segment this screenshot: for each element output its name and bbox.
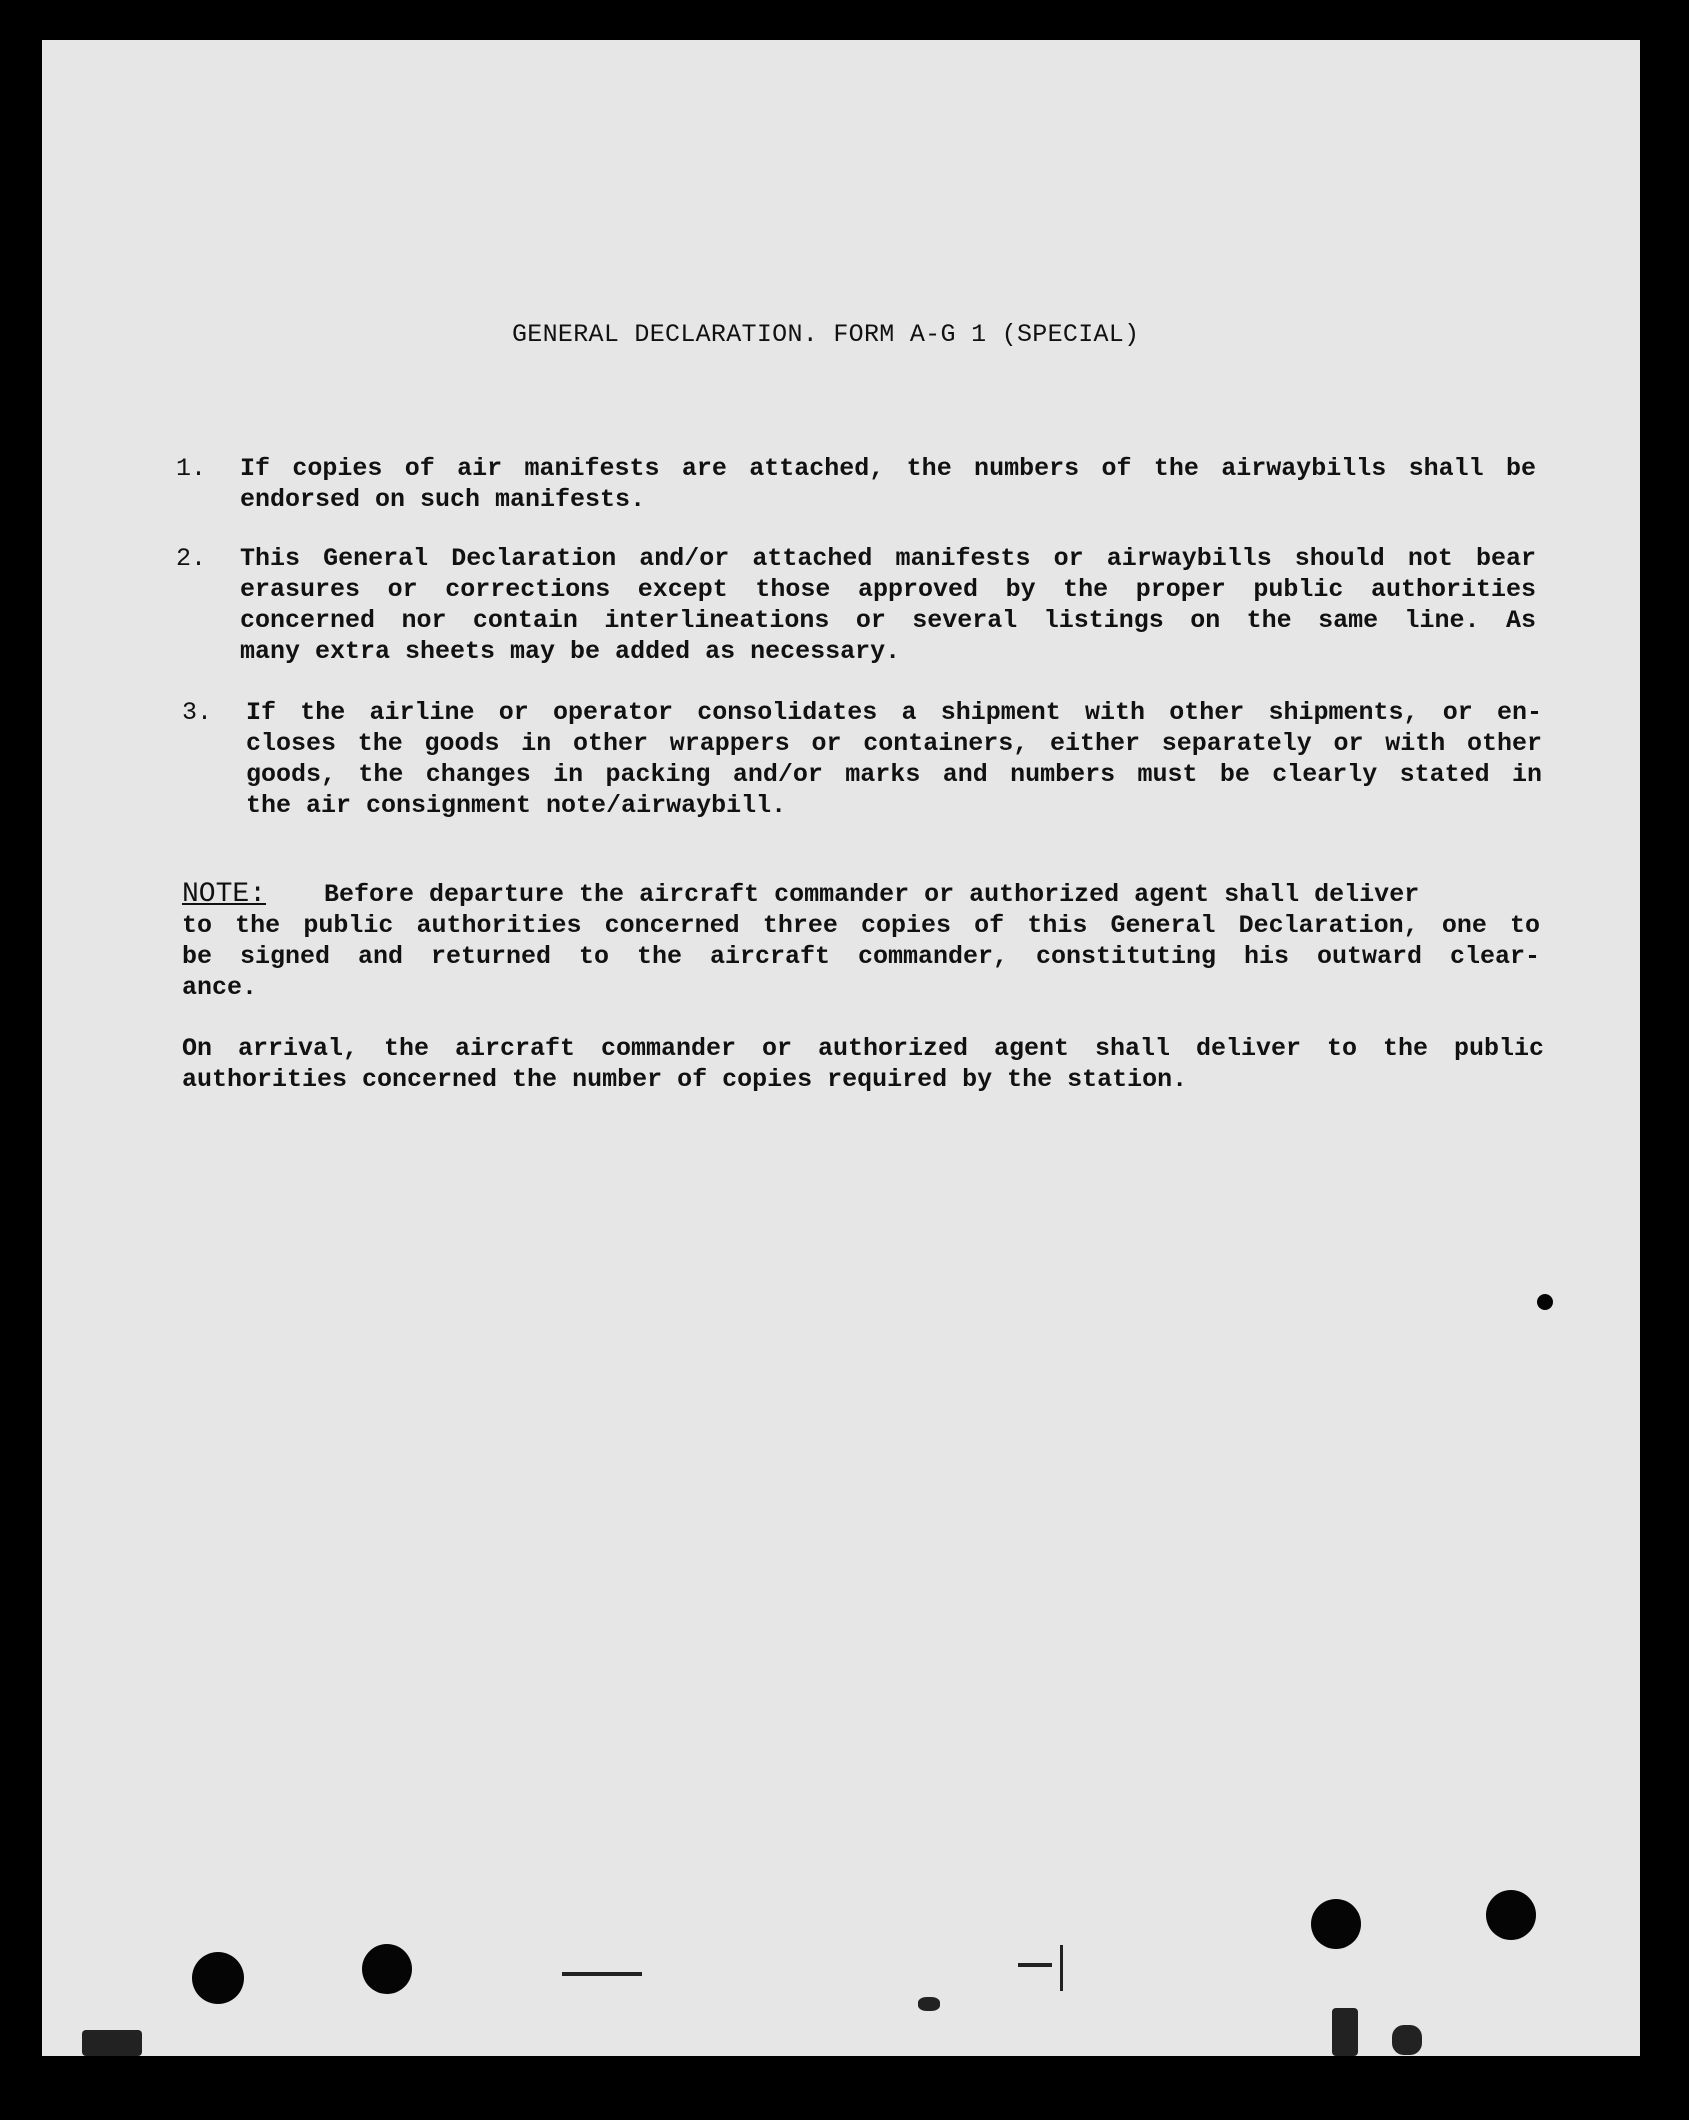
scan-artifact bbox=[82, 2030, 142, 2056]
ink-spot-mark bbox=[1537, 1294, 1553, 1310]
paper-sheet bbox=[42, 40, 1640, 2056]
list-item-number: 1. bbox=[176, 454, 207, 483]
text-line: endorsed on such manifests. bbox=[240, 485, 646, 514]
punch-hole-mark bbox=[362, 1944, 412, 1994]
page-title: GENERAL DECLARATION. FORM A-G 1 (SPECIAL) bbox=[512, 320, 1140, 349]
list-item-text bbox=[240, 543, 1536, 667]
text-line: If copies of air manifests are attached, the numbers of the airwaybills shall be bbox=[240, 454, 1536, 483]
scan-artifact bbox=[1332, 2008, 1358, 2056]
text-line: ance. bbox=[182, 973, 258, 1002]
text-line: This General Declaration and/or attached manifests or airwaybills should not bear bbox=[240, 544, 1536, 573]
list-item-number: 3. bbox=[182, 698, 213, 727]
punch-hole-mark bbox=[192, 1952, 244, 2004]
text-line: goods, the changes in packing and/or marks and numbers must be clearly stated in bbox=[246, 760, 1542, 789]
note-label: NOTE: bbox=[182, 879, 267, 910]
list-item-number: 2. bbox=[176, 544, 207, 573]
scan-artifact bbox=[918, 1997, 940, 2011]
text-line: authorities concerned the number of copies required by the station. bbox=[182, 1065, 1188, 1094]
note-first-line bbox=[182, 879, 1540, 910]
text-line: erasures or corrections except those approved by the proper public authorities bbox=[240, 575, 1536, 604]
scan-artifact bbox=[1018, 1963, 1052, 1967]
text-line: the air consignment note/airwaybill. bbox=[246, 791, 787, 820]
scan-artifact bbox=[562, 1972, 642, 1976]
text-line: be signed and returned to the aircraft commander, constituting his outward clear- bbox=[182, 942, 1540, 971]
punch-hole-mark bbox=[1311, 1899, 1361, 1949]
document-body bbox=[42, 40, 1640, 2056]
note-paragraph bbox=[182, 879, 1540, 1003]
text-line: Before departure the aircraft commander or authorized agent shall deliver bbox=[324, 880, 1420, 909]
text-line: to the public authorities concerned three copies of this General Declaration, one to bbox=[182, 911, 1540, 940]
text-line: concerned nor contain interlineations or several listings on the same line. As bbox=[240, 606, 1536, 635]
list-item-text bbox=[246, 697, 1542, 821]
text-line: On arrival, the aircraft commander or authorized agent shall deliver to the public bbox=[182, 1034, 1544, 1063]
arrival-paragraph bbox=[182, 1033, 1544, 1095]
text-line: many extra sheets may be added as necessary. bbox=[240, 637, 901, 666]
punch-hole-mark bbox=[1486, 1890, 1536, 1940]
scan-artifact bbox=[1392, 2025, 1422, 2055]
text-line: closes the goods in other wrappers or containers, either separately or with other bbox=[246, 729, 1542, 758]
text-line: If the airline or operator consolidates a shipment with other shipments, or en- bbox=[246, 698, 1542, 727]
list-item-text bbox=[240, 453, 1536, 515]
scan-artifact bbox=[1060, 1945, 1063, 1991]
